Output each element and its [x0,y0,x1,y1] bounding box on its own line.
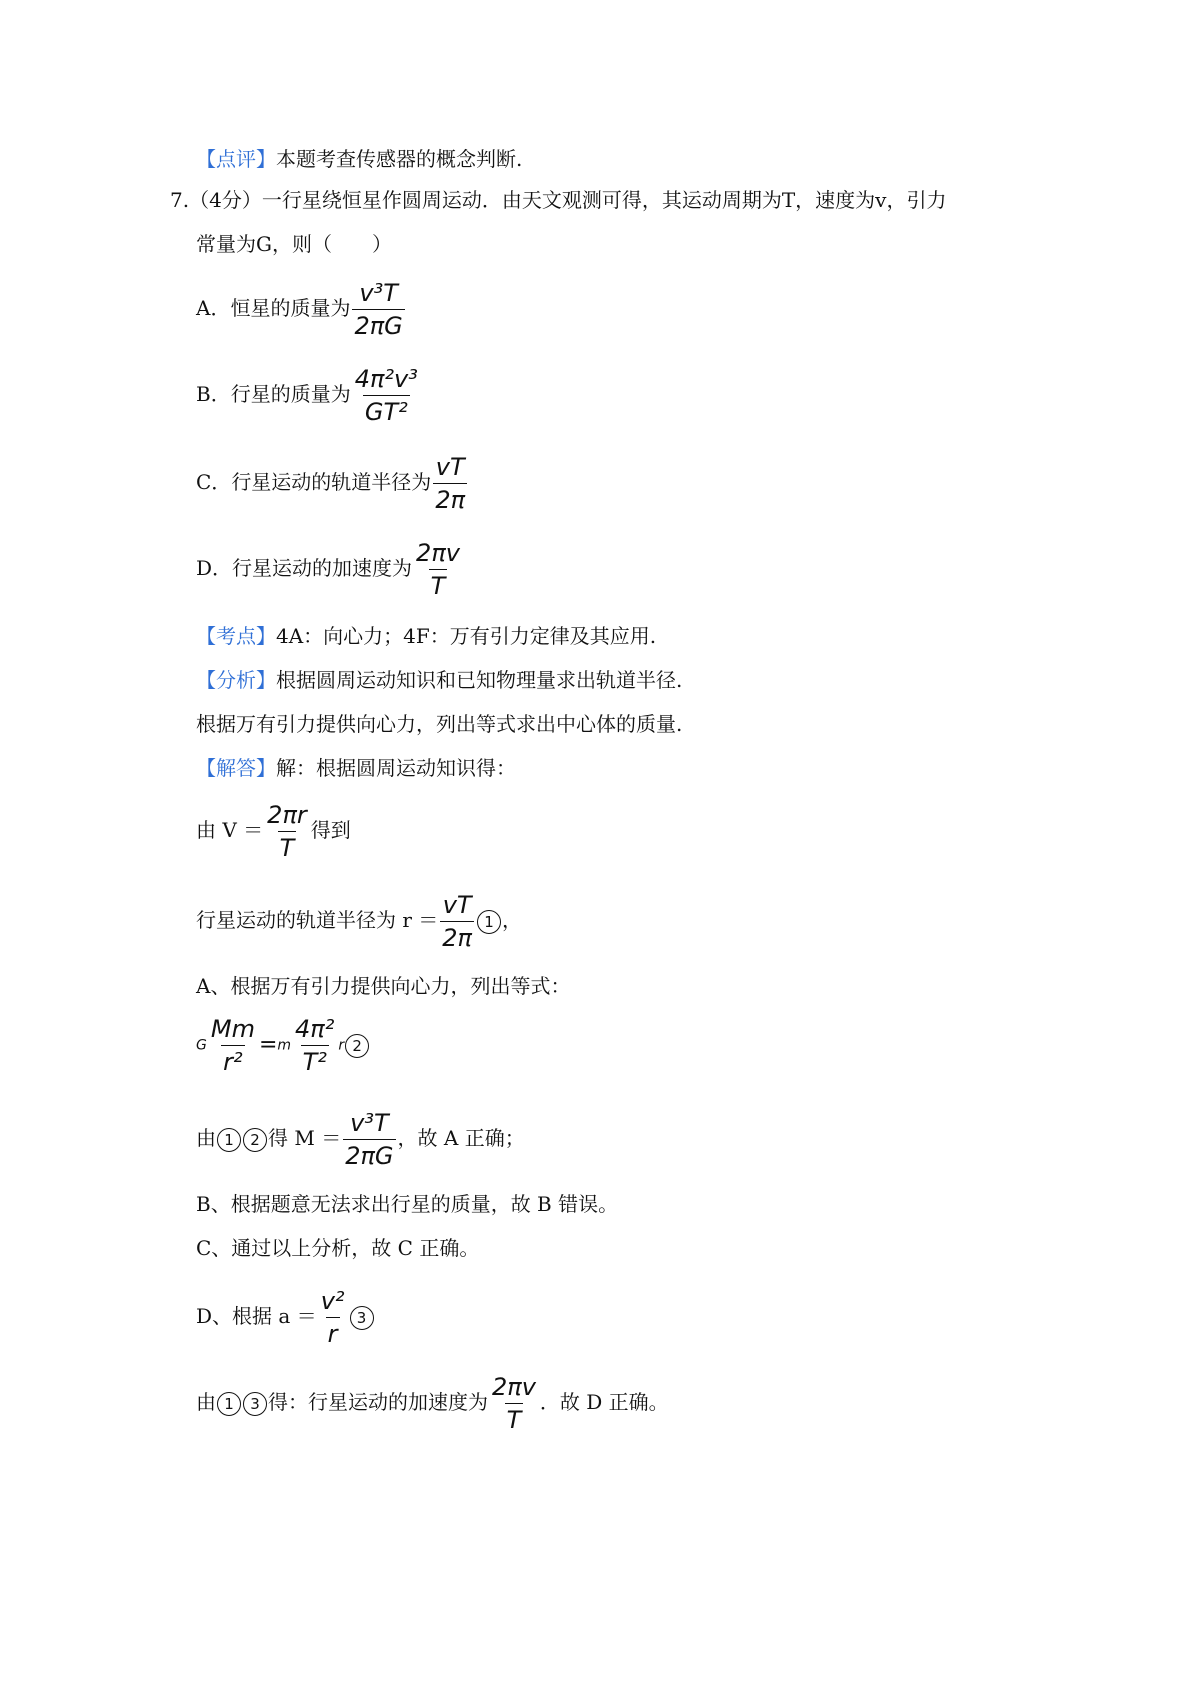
solution-step-8 [196,1284,375,1348]
s2-prefix: 行星运动的轨道半径为 r ＝ [196,908,439,932]
circled-2-mark: 2 [345,1034,369,1058]
fenxi-text: 根据圆周运动知识和已知物理量求出轨道半径. [276,668,683,692]
s5-suffix: ，故 A 正确； [397,1126,525,1150]
eq-frac-1 [209,1015,257,1076]
review-line [196,145,522,173]
option-c-num: vT [435,453,465,481]
s8-num: v² [320,1287,345,1315]
option-a-text: 恒星的质量为 [230,296,351,320]
question-score: （4分） [189,188,262,212]
solution-step-7 [196,1234,479,1262]
question-text-2: 常量为G，则（ ） [196,232,392,256]
s5-den: 2πG [343,1139,395,1170]
question-line1 [170,186,946,214]
s2-fraction [440,891,474,952]
s5-prefix: 由 [196,1126,216,1150]
eq-num-2: 4π² [295,1015,335,1043]
circled-1-mark: 1 [217,1128,241,1152]
solution-step-3 [196,972,570,1000]
s9-num: 2πv [492,1373,536,1401]
review-text: 本题考查传感器的概念判断. [276,147,523,171]
jieda-text: 解：根据圆周运动知识得： [276,756,516,780]
s9-fraction [490,1373,538,1434]
kaodian-tag: 【考点】 [196,624,276,648]
option-d-fraction [414,539,462,600]
solution-step-5 [196,1106,525,1170]
kaodian-line [196,622,656,650]
solution-step-6 [196,1190,618,1218]
circled-3-mark: 3 [350,1306,374,1330]
circled-2-mark: 2 [243,1128,267,1152]
option-d-den: T [429,569,448,600]
s1-num: 2πr [267,801,307,829]
s6-text: B、根据题意无法求出行星的质量，故 B 错误。 [196,1192,619,1216]
gravity-equation [196,1012,370,1078]
option-b-text: 行星的质量为 [230,382,351,406]
option-c-den: 2π [433,483,467,514]
option-c-text: 行星运动的轨道半径为 [231,470,432,494]
solution-step-9 [196,1370,669,1434]
s2-den: 2π [440,921,474,952]
s9-den: T [505,1403,524,1434]
s9-suffix: ．故 D 正确。 [539,1390,669,1414]
s1-fraction [265,801,309,862]
eq-den-1: r² [221,1045,245,1076]
solution-step-1 [196,798,351,862]
option-b[interactable] [196,362,422,426]
option-b-num: 4π²v³ [354,365,418,393]
question-text-1: 一行星绕恒星作圆周运动．由天文观测可得，其运动周期为T，速度为v，引力 [261,188,947,212]
s7-text: C、通过以上分析，故 C 正确。 [196,1236,480,1260]
option-a-fraction [352,279,404,340]
fenxi-text-2: 根据万有引力提供向心力，列出等式求出中心体的质量. [196,712,683,736]
option-d[interactable] [196,536,464,600]
review-tag: 【点评】 [196,147,276,171]
s5-mid: 得 M ＝ [268,1126,342,1150]
s9-mid: 得：行星运动的加速度为 [268,1390,488,1414]
circled-1-mark: 1 [477,910,501,934]
eq-den-2: T² [301,1045,329,1076]
question-number: 7. [170,188,190,212]
circled-1-mark: 1 [217,1392,241,1416]
eq-m: m [277,1037,292,1054]
option-c-fraction [433,453,467,514]
circled-3-mark: 3 [243,1392,267,1416]
option-a-den: 2πG [352,309,404,340]
s5-num: v³T [350,1109,389,1137]
jieda-line [196,754,516,782]
eq-frac-2 [293,1015,336,1076]
option-d-num: 2πv [416,539,460,567]
s1-prefix: 由 V ＝ [196,818,264,842]
s8-prefix: D、根据 a ＝ [196,1304,317,1328]
s8-den: r [326,1317,340,1348]
s1-suffix: 得到 [310,818,351,842]
s1-den: T [278,831,297,862]
option-b-fraction [353,365,420,426]
eq-equals: = [258,1032,278,1058]
option-a-num: v³T [359,279,398,307]
option-b-label: B． [196,382,231,406]
s2-suffix: ， [502,908,522,932]
fenxi-line [196,666,682,694]
fenxi-tag: 【分析】 [196,668,276,692]
option-c[interactable] [196,450,469,514]
s9-prefix: 由 [196,1390,216,1414]
s8-fraction [319,1287,347,1348]
kaodian-text: 4A：向心力；4F：万有引力定律及其应用. [276,624,657,648]
eq-g: G [196,1037,207,1054]
eq-num-1: Mm [210,1015,255,1043]
option-b-den: GT² [363,395,410,426]
option-a-label: A． [196,296,231,320]
solution-step-2 [196,888,522,952]
option-c-label: C． [196,470,232,494]
s3-text: A、根据万有引力提供向心力，列出等式： [196,974,571,998]
option-d-text: 行星运动的加速度为 [232,556,413,580]
s2-num: vT [442,891,472,919]
question-line2 [196,230,392,258]
fenxi-line2 [196,710,682,738]
eq-r: r [338,1037,345,1054]
s5-fraction [343,1109,395,1170]
jieda-tag: 【解答】 [196,756,276,780]
option-d-label: D． [196,556,233,580]
option-a[interactable] [196,276,407,340]
